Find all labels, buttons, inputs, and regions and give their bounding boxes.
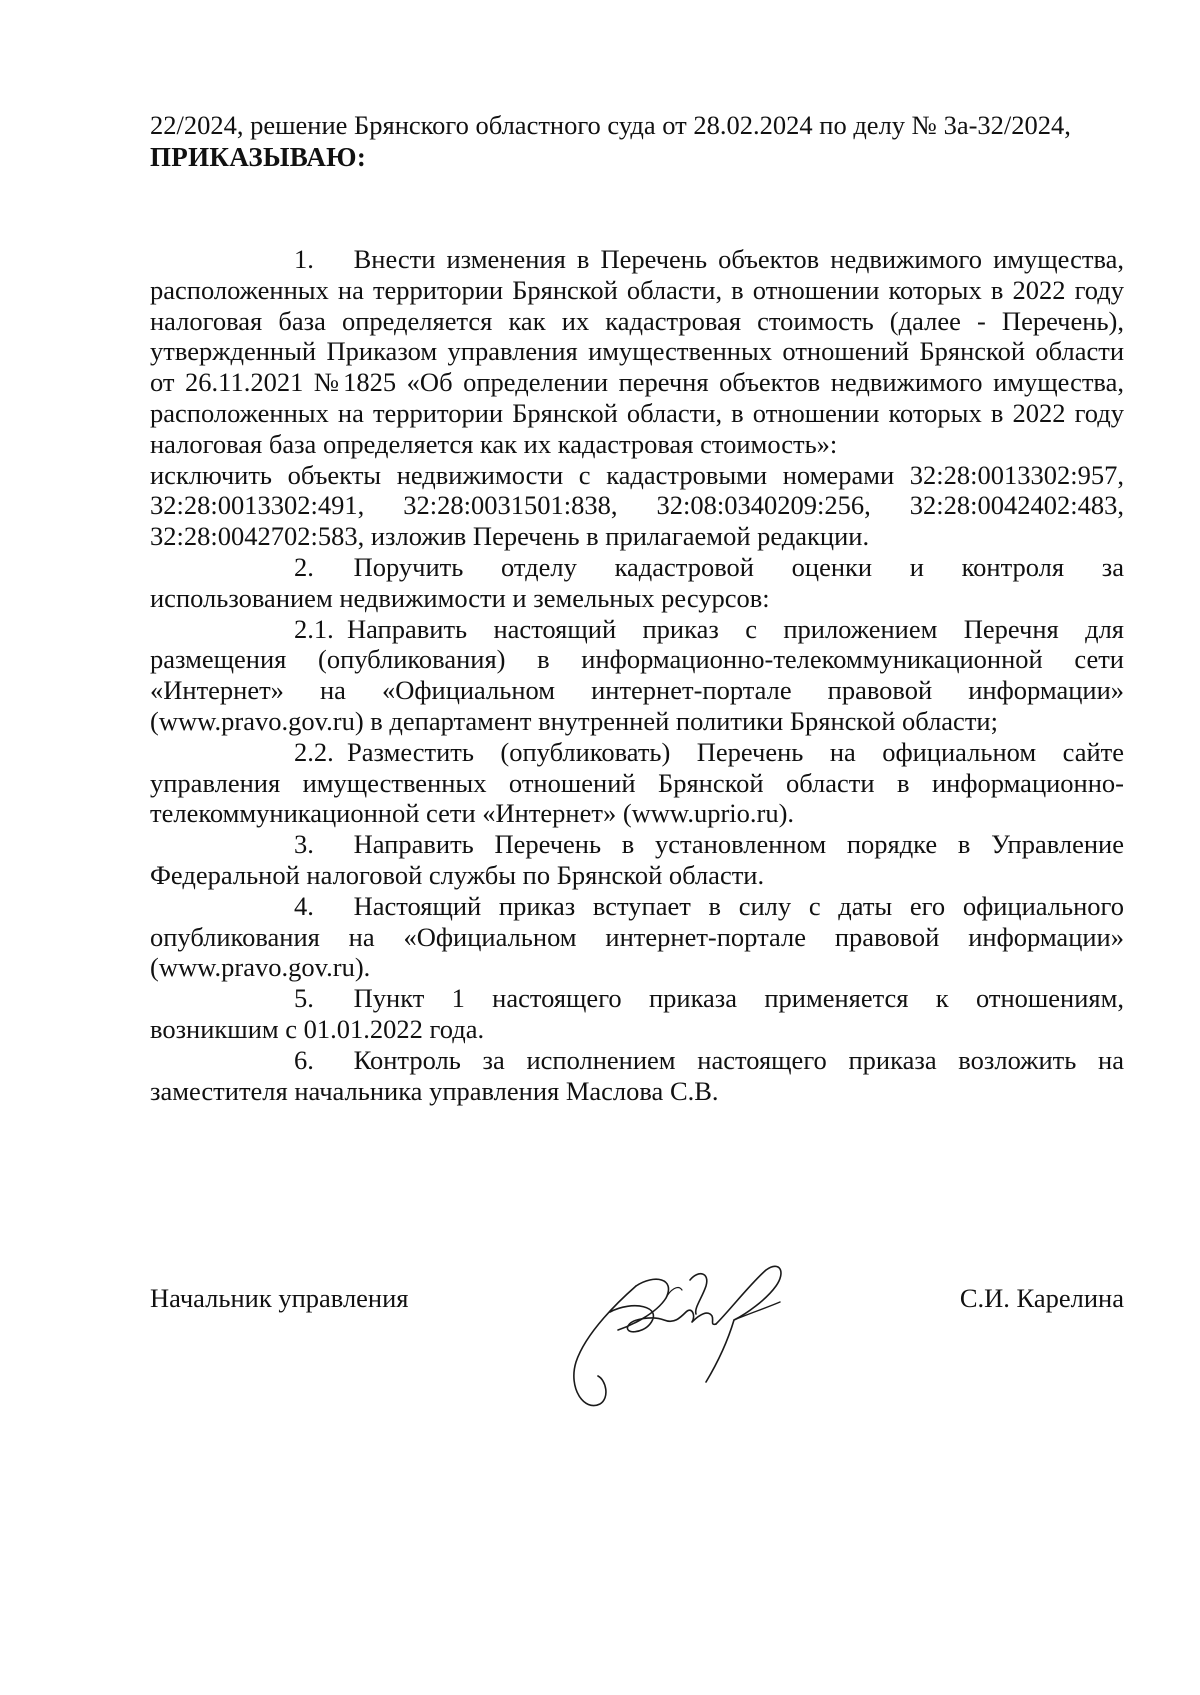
order-heading: ПРИКАЗЫВАЮ: (150, 141, 367, 172)
item-number: 3. (294, 829, 314, 860)
order-items (150, 244, 1124, 1106)
item-text: Пункт 1 настоящего приказа применяется к отношениям, возникшим с 01.01.2022 года. (150, 983, 1124, 1044)
order-item-3 (150, 829, 1124, 891)
handwritten-signature (570, 1250, 820, 1420)
item-number: 2. (294, 551, 314, 582)
item-text: Направить Перечень в установленном порядке в Управление Федеральной налоговой службы по Брянской области. (150, 829, 1124, 890)
item-number: 4. (294, 890, 314, 921)
item-number: 1. (294, 244, 314, 274)
order-item-4 (150, 891, 1124, 983)
item-text: Поручить отделу кадастровой оценки и контроля за использованием недвижимости и земельных ресурсов: (150, 551, 1124, 613)
document-opening (150, 110, 1124, 173)
order-item-1 (150, 244, 1124, 460)
item-number: 2.1. (294, 613, 334, 644)
signatory-name: С.И. Карелина (959, 1283, 1124, 1313)
item-text: Направить настоящий приказ с приложением Перечня для размещения (опубликования) в информационно-телекоммуникационной сети «Интернет» на «Официальном интернет-портале правовой информации» (www.pravo.gov.ru) в департамент внутренней политики Брянской области; (150, 613, 1124, 736)
item-text: Внести изменения в Перечень объектов недвижимого имущества, расположенных на территории Брянской области, в отношении которых в 2022 году налоговая база определяется как их кадастровая стоимость (далее - Перечень), утвержденный Приказом управления имущественных отношений Брянской области от 26.11.2021 №1825 «Об определении перечня объектов недвижимого имущества, расположенных на территории Брянской области, в отношении которых в 2022 году налоговая база определяется как их кадастровая стоимость»: (150, 244, 1124, 459)
order-item-1-continuation: исключить объекты недвижимости с кадастровыми номерами 32:28:0013302:957, 32:28:0013302:491, 32:28:0031501:838, 32:08:0340209:256, 32:28:0042402:483, 32:28:0042702:583, изложив Перечень в прилагаемой редакции. (150, 459, 1124, 552)
order-item-2 (150, 552, 1124, 614)
item-text: Настоящий приказ вступает в силу с даты его официального опубликования на «Официальном интернет-портале правовой информации» (www.pravo.gov.ru). (150, 890, 1124, 983)
order-item-5 (150, 983, 1124, 1045)
item-number: 2.2. (294, 736, 334, 767)
opening-text: 22/2024, решение Брянского областного суда от 28.02.2024 по делу № 3а-32/2024, (150, 110, 1071, 140)
order-item-2-2 (150, 737, 1124, 829)
item-text: Контроль за исполнением настоящего приказа возложить на заместителя начальника управления Маслова С.В. (150, 1044, 1124, 1106)
order-item-2-1 (150, 614, 1124, 737)
item-text: Разместить (опубликовать) Перечень на официальном сайте управления имущественных отношений Брянской области в информационно-телекоммуникационной сети «Интернет» (www.uprio.ru). (150, 736, 1124, 829)
signatory-position: Начальник управления (150, 1283, 409, 1313)
item-number: 6. (294, 1044, 314, 1075)
item-number: 5. (294, 983, 314, 1014)
order-item-6 (150, 1045, 1124, 1107)
